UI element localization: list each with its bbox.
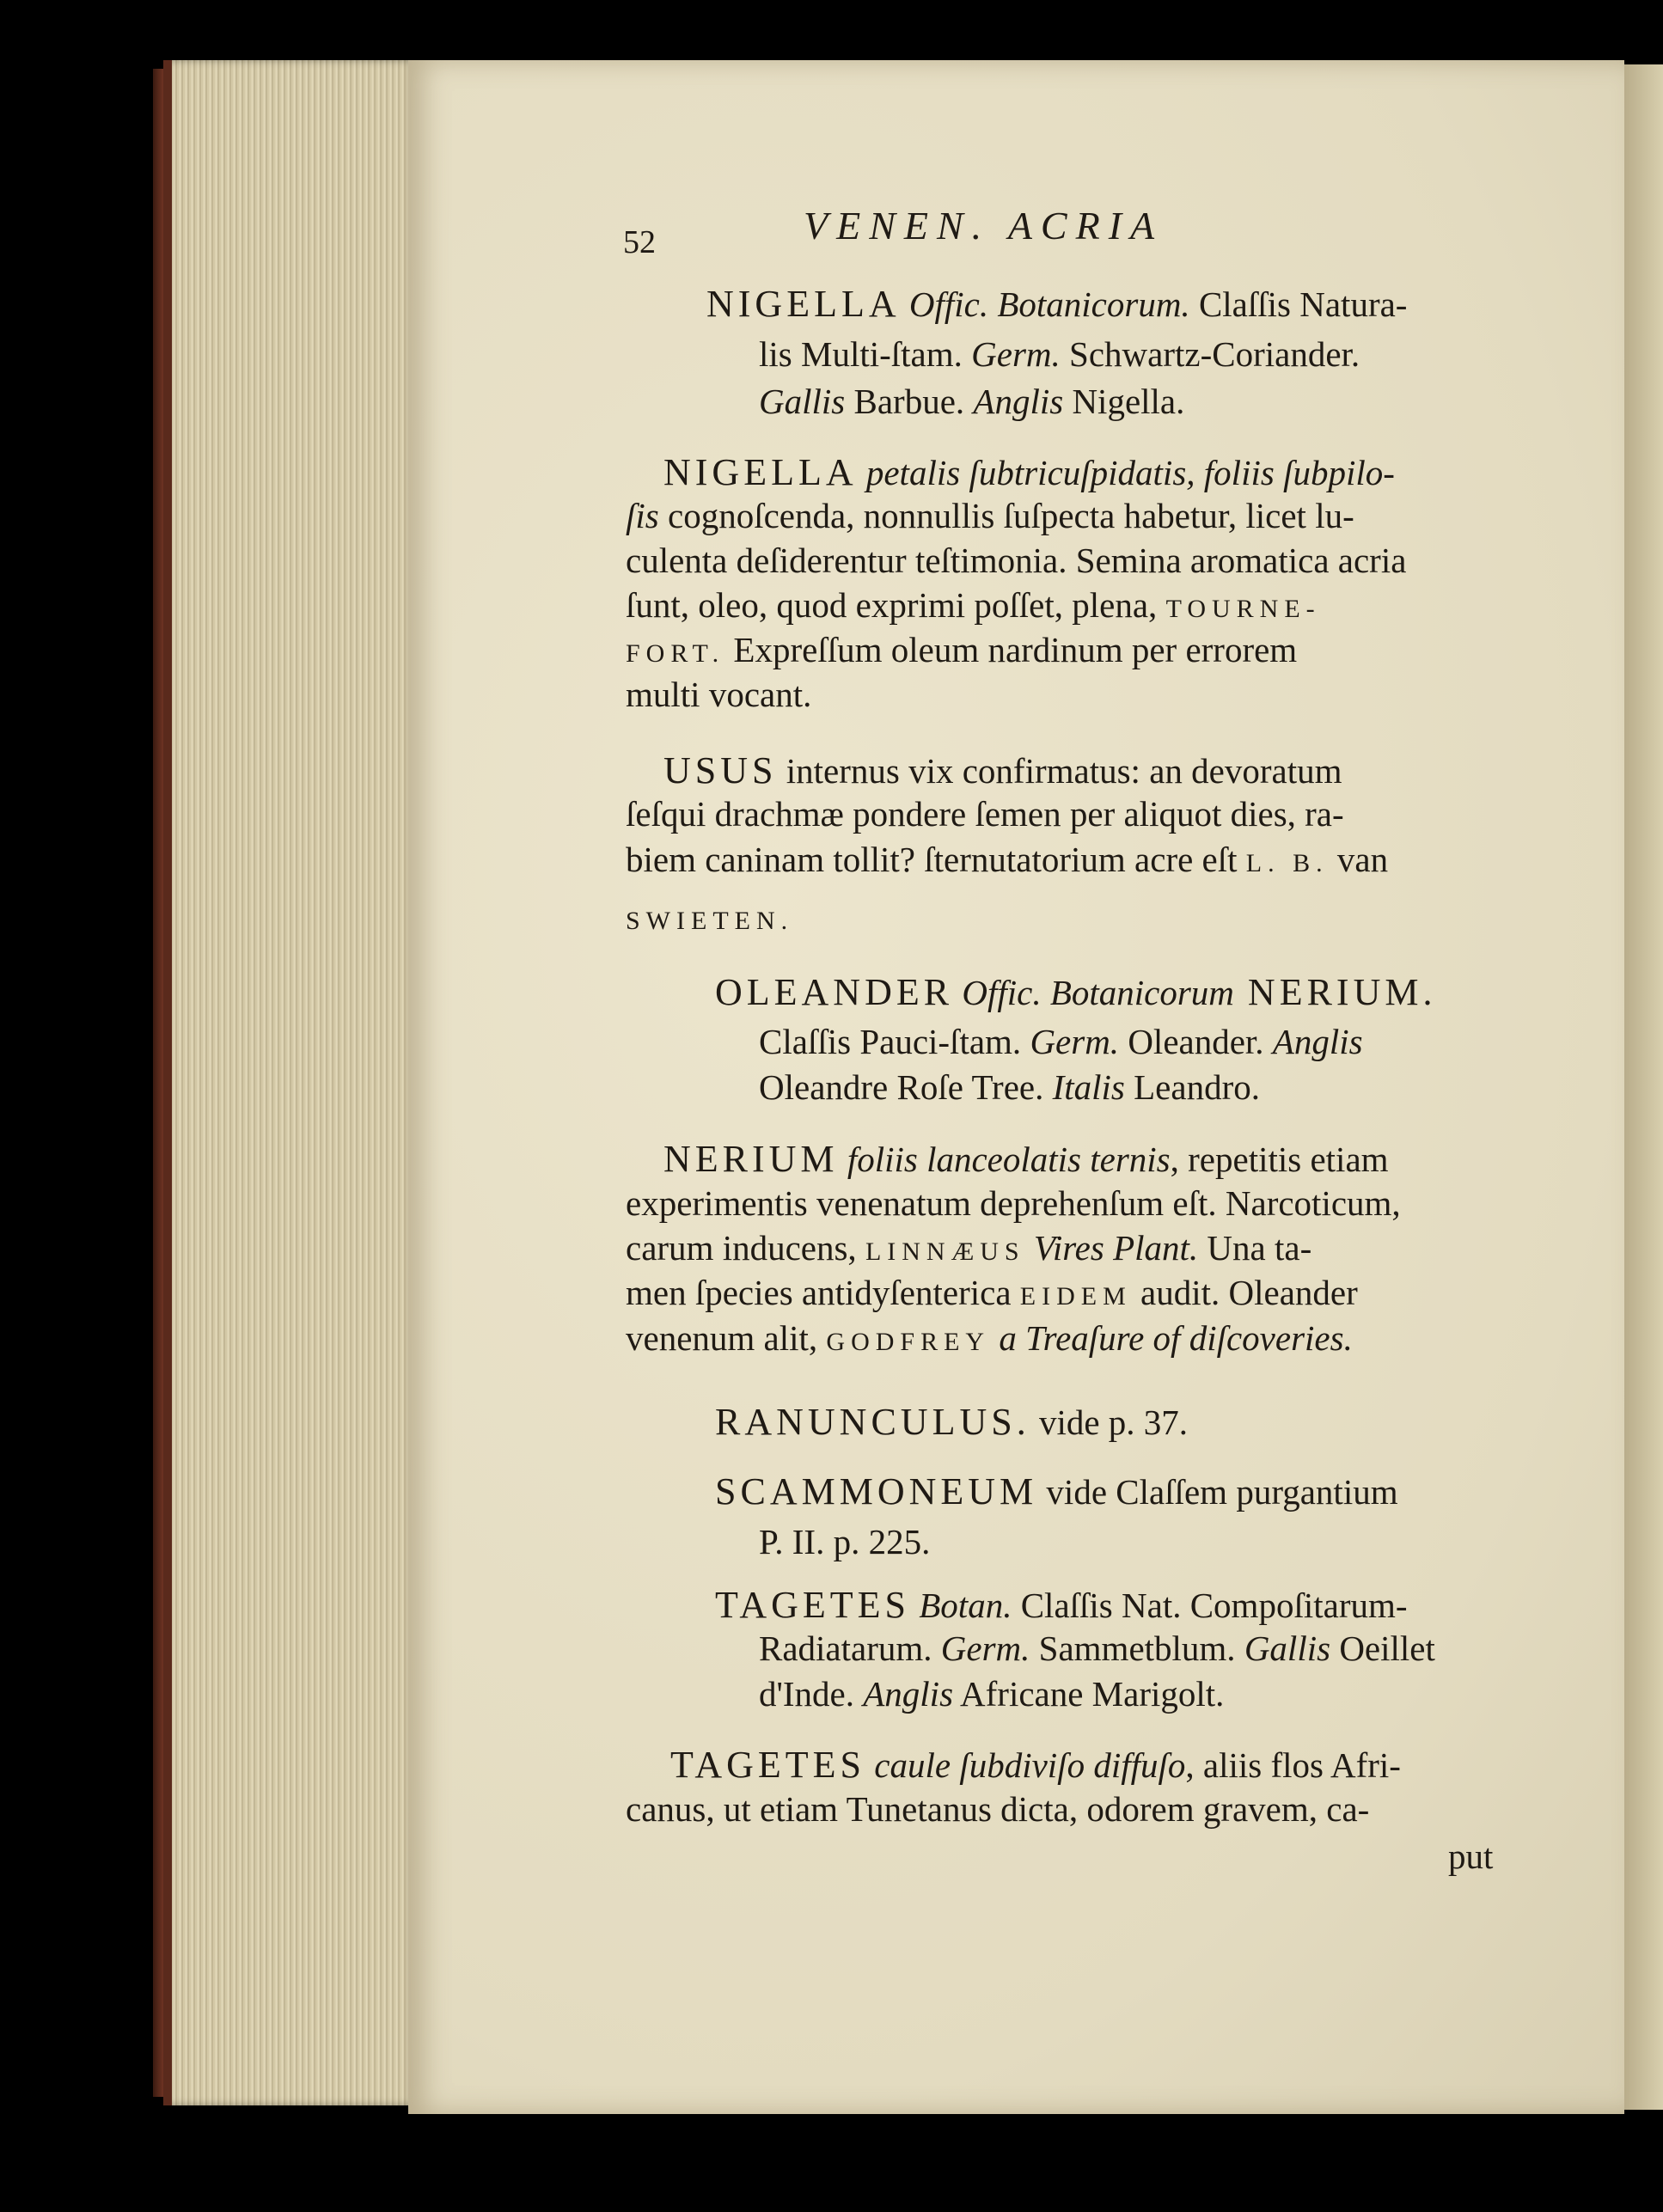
text-line: Gallis Barbue. Anglis Nigella. (759, 382, 1185, 421)
text-line: FORT. Expreſſum oleum nardinum per errorem (626, 630, 1298, 669)
text-line: multi vocant. (626, 675, 812, 714)
text-line: P. II. p. 225. (759, 1522, 931, 1561)
page-number: 52 (623, 224, 656, 260)
text-line: OLEANDER Offic. Botanicorum NERIUM. (715, 971, 1437, 1013)
text-line: Oleandre Roſe Tree. Italis Leandro. (759, 1067, 1260, 1107)
next-page-edge (1624, 64, 1663, 2110)
text-line: carum inducens, LINNÆUS Vires Plant. Una ta- (626, 1228, 1312, 1268)
text-line: ſis cognoſcenda, nonnullis ſuſpecta habetur, licet lu- (626, 496, 1354, 535)
page-block-edge (163, 60, 417, 2105)
text-line: venenum alit, GODFREY a Treaſure of diſcoveries. (626, 1318, 1353, 1358)
text-line: Radiatarum. Germ. Sammetblum. Gallis Oeillet (759, 1628, 1435, 1668)
text-line: lis Multi-ſtam. Germ. Schwartz-Coriander. (759, 334, 1360, 374)
text-line: ſunt, oleo, quod exprimi poſſet, plena, TOURNE- (626, 585, 1321, 625)
text-line: biem caninam tollit? ſternutatorium acre eſt L. B. van (626, 840, 1389, 879)
text-line: ſeſqui drachmæ pondere ſemen per aliquot dies, ra- (626, 794, 1344, 834)
text-line: SCAMMONEUM vide Claſſem purgantium (715, 1470, 1398, 1512)
text-line: canus, ut etiam Tunetanus dicta, odorem gravem, ca- (626, 1789, 1370, 1829)
text-line: experimentis venenatum deprehenſum eſt. Narcoticum, (626, 1183, 1401, 1223)
text-line: NIGELLA Offic. Botanicorum. Claſſis Natura- (706, 283, 1408, 325)
text-line: d'Inde. Anglis Africane Marigolt. (759, 1674, 1225, 1714)
text-line: NERIUM foliis lanceolatis ternis, repetitis etiam (663, 1138, 1389, 1180)
text-line: RANUNCULUS. vide p. 37. (715, 1401, 1189, 1443)
text-line: TAGETES Botan. Claſſis Nat. Compoſitarum- (715, 1584, 1408, 1626)
text-line: NIGELLA petalis ſubtricuſpidatis, foliis ſubpilo- (663, 451, 1395, 493)
catchword: put (1448, 1836, 1494, 1876)
text-line: USUS internus vix confirmatus: an devoratum (663, 749, 1342, 791)
text-line: Claſſis Pauci-ſtam. Germ. Oleander. Anglis (759, 1022, 1363, 1061)
text-line: SWIETEN. (626, 907, 794, 935)
text-line: TAGETES caule ſubdiviſo diffuſo, aliis flos Afri- (670, 1744, 1401, 1786)
text-line: men ſpecies antidyſenterica EIDEM audit. Oleander (626, 1273, 1358, 1312)
text-line: culenta deſiderentur teſtimonia. Semina aromatica acria (626, 541, 1407, 580)
running-title: VENEN. ACRIA (804, 204, 1164, 247)
